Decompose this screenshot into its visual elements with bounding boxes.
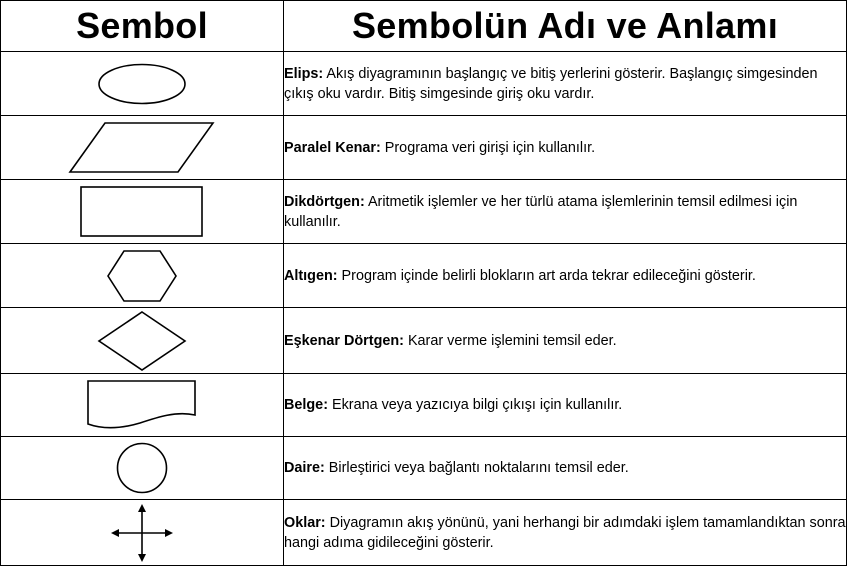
symbol-name: Daire:: [284, 460, 325, 476]
symbol-cell: [1, 52, 284, 116]
table-row: [1, 244, 847, 308]
circle-icon: [115, 441, 169, 495]
description-cell: [284, 116, 847, 180]
symbol-name: Dikdörtgen:: [284, 193, 365, 210]
symbol-description: Programa veri girişi için kullanılır.: [380, 139, 596, 156]
symbol-cell: [1, 116, 284, 180]
header-row: [1, 1, 847, 52]
symbol-description: Birleştirici veya bağlantı noktalarını temsil eder.: [324, 460, 629, 476]
ellipse-icon: [97, 62, 187, 106]
table-row: [1, 437, 847, 500]
description-cell: [284, 244, 847, 308]
description-cell: [284, 437, 847, 500]
symbol-name: Elips:: [284, 65, 324, 82]
description-cell: [284, 374, 847, 437]
table-row: [1, 52, 847, 116]
document-icon: [86, 379, 198, 431]
symbol-description: Diyagramın akış yönünü, yani herhangi bir adımdaki işlem tamamlandıktan sonra hangi adıma gidileceğini gösterir.: [284, 514, 846, 551]
symbol-name: Oklar:: [284, 514, 326, 531]
symbol-column-header: Sembol: [1, 1, 284, 52]
table-row: [1, 500, 847, 566]
parallelogram-icon: [68, 121, 216, 175]
table-row: [1, 180, 847, 244]
meaning-column-header: Sembolün Adı ve Anlamı: [284, 1, 847, 52]
symbol-description: Akış diyagramının başlangıç ve bitiş yerlerini gösterir. Başlangıç simgesinden çıkış oku vardır. Bitiş simgesinde giriş oku vardır.: [284, 65, 818, 102]
description-cell: [284, 52, 847, 116]
description-cell: [284, 180, 847, 244]
symbol-cell: [1, 437, 284, 500]
symbol-cell: [1, 180, 284, 244]
description-cell: [284, 308, 847, 374]
symbol-cell: [1, 374, 284, 437]
table-row: [1, 374, 847, 437]
symbol-name: Eşkenar Dörtgen:: [284, 332, 404, 349]
hexagon-icon: [106, 249, 178, 303]
symbol-name: Paralel Kenar:: [284, 139, 381, 156]
diamond-icon: [97, 310, 187, 372]
symbol-cell: [1, 308, 284, 374]
symbol-name: Belge:: [284, 397, 328, 413]
table-row: [1, 308, 847, 374]
symbol-description: Ekrana veya yazıcıya bilgi çıkışı için kullanılır.: [327, 397, 623, 413]
symbol-description: Karar verme işlemini temsil eder.: [403, 332, 617, 349]
symbol-name: Altıgen:: [284, 267, 338, 284]
symbol-description: Program içinde belirli blokların art arda tekrar edileceğini gösterir.: [337, 267, 756, 284]
arrows-icon: [110, 503, 174, 563]
symbol-cell: [1, 500, 284, 566]
table-row: [1, 116, 847, 180]
symbol-cell: [1, 244, 284, 308]
symbol-description: Aritmetik işlemler ve her türlü atama işlemlerinin temsil edilmesi için kullanılır.: [284, 193, 798, 230]
rectangle-icon: [80, 185, 204, 239]
description-cell: [284, 500, 847, 566]
